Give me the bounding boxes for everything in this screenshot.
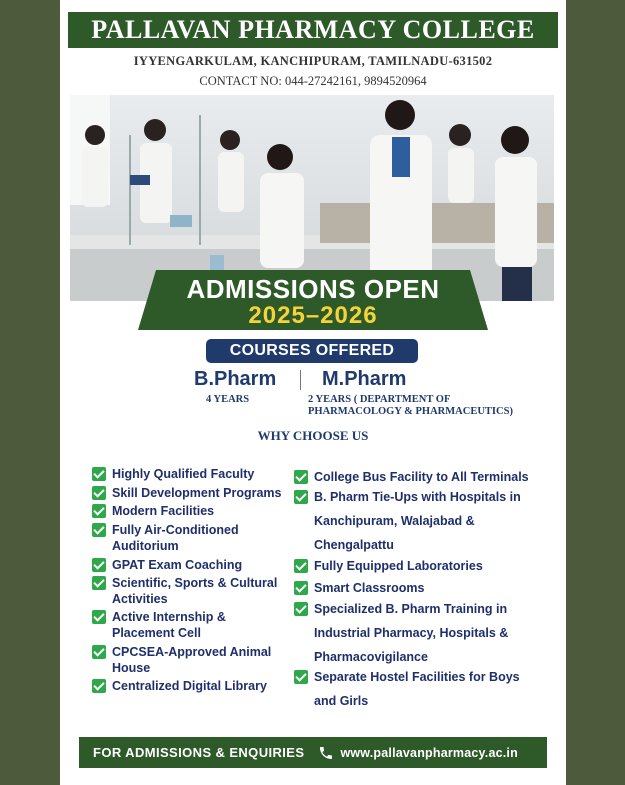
courses-offered-label: COURSES OFFERED — [206, 339, 418, 363]
admission-year: 2025–2026 — [248, 302, 378, 329]
degree-divider — [300, 370, 301, 390]
admissions-banner — [138, 270, 488, 330]
feature-item: Skill Development Programs — [92, 485, 282, 501]
mpharm-title: M.Pharm — [322, 368, 407, 390]
admission-poster — [60, 0, 566, 785]
feature-item: GPAT Exam Coaching — [92, 557, 242, 573]
check-icon — [92, 645, 106, 659]
feature-item: Modern Facilities — [92, 503, 214, 519]
feature-item: Separate Hostel Facilities for Boys and Girls — [294, 669, 520, 713]
college-title: PALLAVAN PHARMACY COLLEGE — [68, 12, 558, 48]
feature-item: Scientific, Sports & Cultural Activities — [92, 575, 277, 607]
check-icon — [294, 581, 308, 595]
check-icon — [92, 558, 106, 572]
feature-item: Fully Air-Conditioned Auditorium — [92, 522, 239, 554]
feature-item: B. Pharm Tie-Ups with Hospitals in Kanchipuram, Walajabad & Chengalpattu — [294, 489, 521, 557]
bpharm-title: B.Pharm — [194, 368, 277, 390]
enquiries-label: FOR ADMISSIONS & ENQUIRIES — [93, 745, 305, 760]
check-icon — [294, 602, 308, 616]
why-choose-us-heading: WHY CHOOSE US — [257, 428, 369, 443]
admissions-open-text: ADMISSIONS OPEN — [186, 274, 440, 304]
feature-item: Centralized Digital Library — [92, 678, 267, 694]
feature-item: Smart Classrooms — [294, 580, 424, 596]
check-icon — [92, 679, 106, 693]
check-icon — [294, 470, 308, 484]
check-icon — [92, 610, 106, 624]
check-icon — [294, 490, 308, 504]
mpharm-duration: 2 YEARS ( DEPARTMENT OF PHARMACOLOGY & PHARMACEUTICS) — [308, 394, 513, 417]
feature-item: College Bus Facility to All Terminals — [294, 469, 529, 485]
college-address: IYYENGARKULAM, KANCHIPURAM, TAMILNADU-631502 — [133, 54, 493, 68]
check-icon — [294, 670, 308, 684]
feature-item: Specialized B. Pharm Training in Industrial Pharmacy, Hospitals & Pharmacovigilance — [294, 601, 508, 669]
bpharm-duration: 4 YEARS — [206, 394, 250, 405]
feature-item: Fully Equipped Laboratories — [294, 558, 483, 574]
check-icon — [92, 523, 106, 537]
feature-item: Highly Qualified Faculty — [92, 466, 254, 482]
footer-bar — [79, 737, 547, 768]
check-icon — [92, 486, 106, 500]
check-icon — [294, 559, 308, 573]
feature-item: CPCSEA-Approved Animal House — [92, 644, 271, 676]
phone-icon — [318, 745, 334, 761]
check-icon — [92, 576, 106, 590]
feature-item: Active Internship & Placement Cell — [92, 609, 226, 641]
contact-numbers: CONTACT NO: 044-27242161, 9894520964 — [199, 74, 427, 88]
check-icon — [92, 467, 106, 481]
website-link[interactable]: www.pallavanpharmacy.ac.in — [340, 745, 518, 760]
check-icon — [92, 504, 106, 518]
